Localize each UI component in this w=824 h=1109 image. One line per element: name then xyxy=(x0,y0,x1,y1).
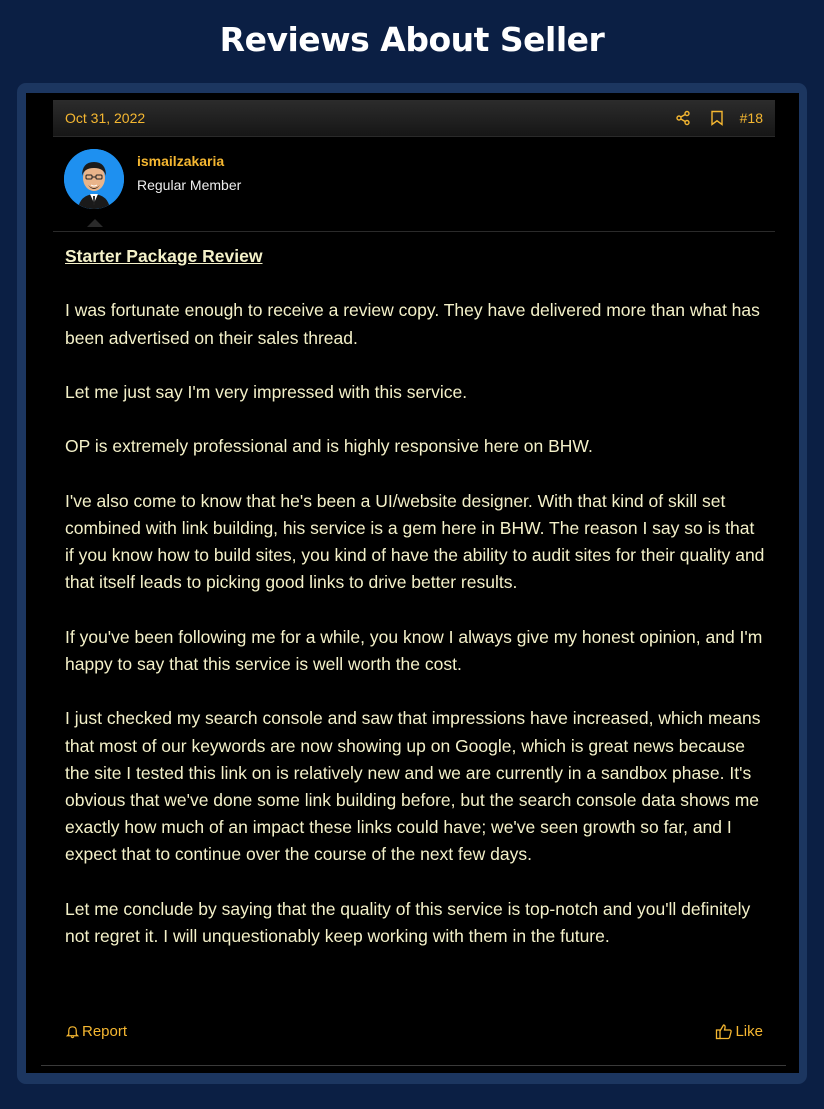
bell-icon xyxy=(65,1024,80,1039)
author-title: Regular Member xyxy=(137,177,242,193)
post-paragraph: I just checked my search console and saw that impressions have increased, which means that most of our keywords are now showing up on Google, which is great news because the site I tested this link on is relatively new and we are currently in a sandbox phase. It's obvious that we've done some link building before, but the search console data shows me exactly how much of an impact these links could have; we've seen growth so far, and I expect that to continue over the course of the next few days. xyxy=(65,708,761,865)
post-paragraph: OP is extremely professional and is highly responsive here on BHW. xyxy=(65,436,593,457)
review-heading: Starter Package Review xyxy=(65,246,263,266)
post-number-link[interactable]: #18 xyxy=(739,110,763,126)
thumbs-up-icon xyxy=(715,1023,733,1040)
forum-post xyxy=(26,93,799,1073)
review-frame xyxy=(17,83,807,1084)
post-paragraph: I was fortunate enough to receive a review copy. They have delivered more than what has been advertised on their sales thread. xyxy=(65,300,760,348)
post-paragraph: Let me just say I'm very impressed with this service. xyxy=(65,381,468,402)
avatar[interactable] xyxy=(64,149,124,209)
like-button[interactable] xyxy=(715,1023,763,1040)
share-icon[interactable] xyxy=(672,107,694,129)
post-body xyxy=(65,243,765,977)
header-divider xyxy=(53,231,775,232)
page-title: Reviews About Seller xyxy=(219,20,605,59)
bookmark-icon[interactable] xyxy=(706,107,728,129)
report-label: Report xyxy=(82,1022,128,1040)
like-label: Like xyxy=(735,1022,763,1040)
post-bottom-divider xyxy=(41,1065,786,1066)
post-paragraph: Let me conclude by saying that the quality of this service is top-notch and you'll definitely not regret it. I will unquestionably keep working with them in the future. xyxy=(65,898,751,946)
report-button[interactable] xyxy=(65,1023,127,1040)
author-username[interactable]: ismailzakaria xyxy=(137,153,225,169)
avatar-pointer xyxy=(87,219,103,227)
post-header-actions xyxy=(672,107,763,129)
post-header xyxy=(53,100,775,137)
post-date[interactable]: Oct 31, 2022 xyxy=(65,110,146,126)
post-paragraph: I've also come to know that he's been a UI/website designer. With that kind of skill set combined with link building, his service is a gem here in BHW. The reason I say so is that if you know how to build sites, you kind of have the ability to audit sites for their quality and that itself leads to picking good links to drive better results. xyxy=(65,490,765,593)
post-paragraph: If you've been following me for a while, you know I always give my honest opinion, and I'm happy to say that this service is well worth the cost. xyxy=(65,626,763,674)
post-footer xyxy=(65,1020,763,1042)
